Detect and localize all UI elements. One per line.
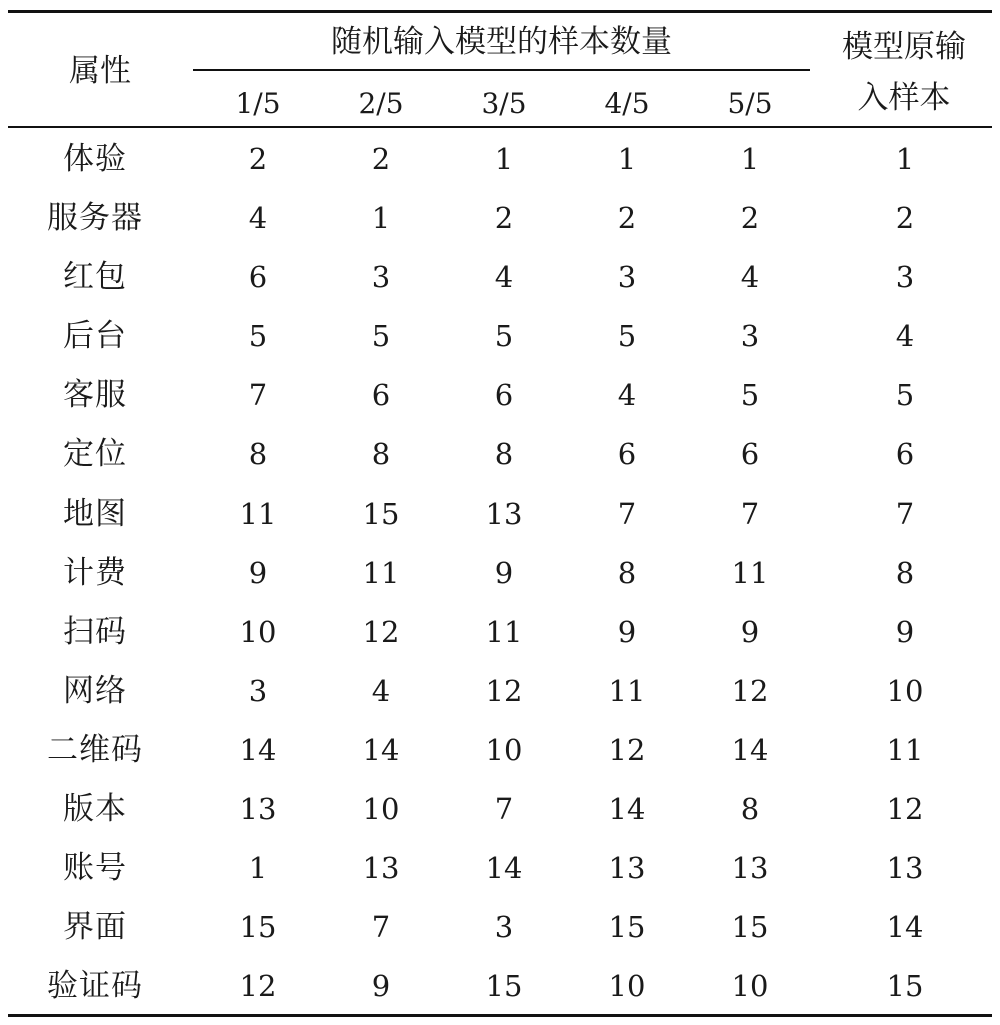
rank-cell-sample-2-5: 8	[371, 437, 391, 472]
rank-cell-sample-3-5: 11	[485, 614, 523, 649]
rank-cell-sample-1-5: 7	[248, 378, 268, 413]
rank-cell-original-input: 12	[886, 792, 924, 827]
rank-cell-sample-3-5: 8	[494, 437, 514, 472]
rank-cell-sample-3-5: 2	[494, 201, 514, 236]
rank-cell-original-input: 2	[895, 201, 915, 236]
row-attribute-label: 界面	[63, 909, 127, 946]
rank-cell-sample-2-5: 6	[371, 378, 391, 413]
rank-cell-sample-3-5: 3	[494, 910, 514, 945]
rank-cell-original-input: 6	[895, 437, 915, 472]
header-group-rule	[193, 69, 810, 71]
rank-cell-sample-2-5: 7	[371, 910, 391, 945]
table-top-rule	[8, 10, 992, 13]
rank-cell-sample-5-5: 5	[740, 378, 760, 413]
rank-cell-sample-3-5: 1	[494, 142, 514, 176]
rank-cell-sample-5-5: 3	[740, 319, 760, 354]
rank-cell-sample-1-5: 5	[248, 319, 268, 354]
table-row	[0, 840, 1000, 899]
rank-cell-sample-4-5: 15	[608, 910, 646, 945]
rank-cell-original-input: 5	[895, 378, 915, 413]
rank-cell-sample-4-5: 11	[608, 673, 646, 708]
rank-cell-sample-3-5: 10	[485, 732, 523, 767]
subheader-3-5: 3/5	[481, 87, 527, 120]
row-attribute-label: 账号	[63, 850, 127, 887]
rank-cell-original-input: 1	[895, 142, 915, 176]
rank-cell-sample-4-5: 7	[617, 496, 637, 531]
row-attribute-label: 扫码	[63, 613, 127, 650]
table-row	[0, 958, 1000, 1017]
rank-cell-sample-5-5: 10	[731, 969, 769, 1004]
row-attribute-label: 版本	[63, 791, 127, 828]
rank-cell-sample-1-5: 14	[239, 732, 277, 767]
row-attribute-label: 二维码	[47, 731, 143, 768]
rank-cell-original-input: 4	[895, 319, 915, 354]
rank-cell-sample-5-5: 8	[740, 792, 760, 827]
subheader-5-5: 5/5	[727, 87, 773, 120]
rank-cell-sample-2-5: 14	[362, 732, 400, 767]
table-row	[0, 663, 1000, 722]
rank-cell-sample-2-5: 12	[362, 614, 400, 649]
rank-cell-original-input: 9	[895, 614, 915, 649]
rank-cell-sample-5-5: 2	[740, 201, 760, 236]
rank-cell-sample-3-5: 4	[494, 260, 514, 295]
rank-cell-sample-3-5: 14	[485, 851, 523, 886]
rank-cell-sample-4-5: 10	[608, 969, 646, 1004]
header-original-input-line2: 入样本	[857, 80, 951, 116]
rank-cell-sample-1-5: 2	[248, 142, 268, 176]
rank-cell-sample-5-5: 13	[731, 851, 769, 886]
row-attribute-label: 网络	[63, 672, 127, 709]
subheader-2-5: 2/5	[358, 87, 404, 120]
subheader-4-5: 4/5	[604, 87, 650, 120]
rank-cell-sample-5-5: 11	[731, 555, 769, 590]
rank-cell-sample-4-5: 1	[617, 142, 637, 176]
table-row	[0, 190, 1000, 249]
table-row	[0, 545, 1000, 604]
rank-cell-sample-3-5: 12	[485, 673, 523, 708]
rank-cell-sample-1-5: 15	[239, 910, 277, 945]
header-attribute: 属性	[69, 53, 131, 89]
table-row	[0, 781, 1000, 840]
rank-cell-sample-2-5: 2	[371, 142, 391, 176]
table-row	[0, 722, 1000, 781]
rank-cell-sample-1-5: 13	[239, 792, 277, 827]
rank-cell-sample-5-5: 6	[740, 437, 760, 472]
rank-cell-sample-1-5: 12	[239, 969, 277, 1004]
rank-cell-sample-5-5: 14	[731, 732, 769, 767]
rank-cell-sample-4-5: 6	[617, 437, 637, 472]
row-attribute-label: 验证码	[47, 968, 143, 1005]
row-attribute-label: 后台	[63, 318, 127, 355]
rank-cell-original-input: 14	[886, 910, 924, 945]
rank-cell-original-input: 3	[895, 260, 915, 295]
table-row	[0, 604, 1000, 663]
table-row	[0, 486, 1000, 545]
rank-cell-sample-1-5: 11	[239, 496, 277, 531]
rank-cell-sample-3-5: 6	[494, 378, 514, 413]
rank-cell-sample-4-5: 4	[617, 378, 637, 413]
table-bottom-rule	[8, 1014, 992, 1017]
rank-cell-original-input: 11	[886, 732, 924, 767]
rank-cell-sample-3-5: 5	[494, 319, 514, 354]
rank-cell-sample-3-5: 15	[485, 969, 523, 1004]
row-attribute-label: 定位	[63, 436, 127, 473]
rank-cell-sample-5-5: 15	[731, 910, 769, 945]
rank-cell-sample-1-5: 8	[248, 437, 268, 472]
row-attribute-label: 服务器	[47, 200, 143, 237]
rank-cell-sample-5-5: 7	[740, 496, 760, 531]
rank-cell-original-input: 7	[895, 496, 915, 531]
rank-cell-sample-4-5: 12	[608, 732, 646, 767]
table-row	[0, 367, 1000, 426]
rank-cell-sample-5-5: 9	[740, 614, 760, 649]
rank-cell-sample-2-5: 5	[371, 319, 391, 354]
table-row	[0, 899, 1000, 958]
table-row	[0, 426, 1000, 485]
rank-cell-sample-3-5: 13	[485, 496, 523, 531]
rank-cell-original-input: 15	[886, 969, 924, 1004]
rank-cell-original-input: 10	[886, 673, 924, 708]
rank-cell-original-input: 8	[895, 555, 915, 590]
rank-cell-sample-4-5: 13	[608, 851, 646, 886]
rank-cell-sample-4-5: 5	[617, 319, 637, 354]
rank-cell-sample-1-5: 3	[248, 673, 268, 708]
rank-cell-sample-1-5: 1	[248, 851, 268, 886]
subheader-1-5: 1/5	[235, 87, 281, 120]
rank-cell-sample-4-5: 3	[617, 260, 637, 295]
rank-cell-sample-2-5: 1	[371, 201, 391, 236]
rank-cell-original-input: 13	[886, 851, 924, 886]
rank-cell-sample-1-5: 9	[248, 555, 268, 590]
rank-cell-sample-1-5: 10	[239, 614, 277, 649]
row-attribute-label: 体验	[63, 141, 127, 177]
header-bottom-rule	[8, 126, 992, 128]
rank-cell-sample-3-5: 9	[494, 555, 514, 590]
row-attribute-label: 客服	[63, 377, 127, 414]
rank-cell-sample-2-5: 13	[362, 851, 400, 886]
rank-cell-sample-4-5: 9	[617, 614, 637, 649]
rank-cell-sample-5-5: 4	[740, 260, 760, 295]
table-body	[0, 131, 1000, 1017]
rank-cell-sample-1-5: 4	[248, 201, 268, 236]
row-attribute-label: 红包	[63, 259, 127, 296]
table-row	[0, 249, 1000, 308]
rank-cell-sample-2-5: 9	[371, 969, 391, 1004]
rank-cell-sample-4-5: 8	[617, 555, 637, 590]
header-original-input-line1: 模型原输	[842, 29, 966, 65]
table-row	[0, 131, 1000, 190]
rank-cell-sample-2-5: 11	[362, 555, 400, 590]
row-attribute-label: 地图	[63, 495, 127, 532]
rank-cell-sample-5-5: 1	[740, 142, 760, 176]
rank-cell-sample-4-5: 14	[608, 792, 646, 827]
row-attribute-label: 计费	[63, 554, 127, 591]
rank-cell-sample-2-5: 10	[362, 792, 400, 827]
rank-cell-sample-4-5: 2	[617, 201, 637, 236]
rank-cell-sample-5-5: 12	[731, 673, 769, 708]
table-row	[0, 308, 1000, 367]
rank-cell-sample-1-5: 6	[248, 260, 268, 295]
rank-cell-sample-2-5: 4	[371, 673, 391, 708]
rank-cell-sample-2-5: 15	[362, 496, 400, 531]
rank-cell-sample-2-5: 3	[371, 260, 391, 295]
header-random-input-group: 随机输入模型的样本数量	[331, 24, 672, 60]
rank-cell-sample-3-5: 7	[494, 792, 514, 827]
